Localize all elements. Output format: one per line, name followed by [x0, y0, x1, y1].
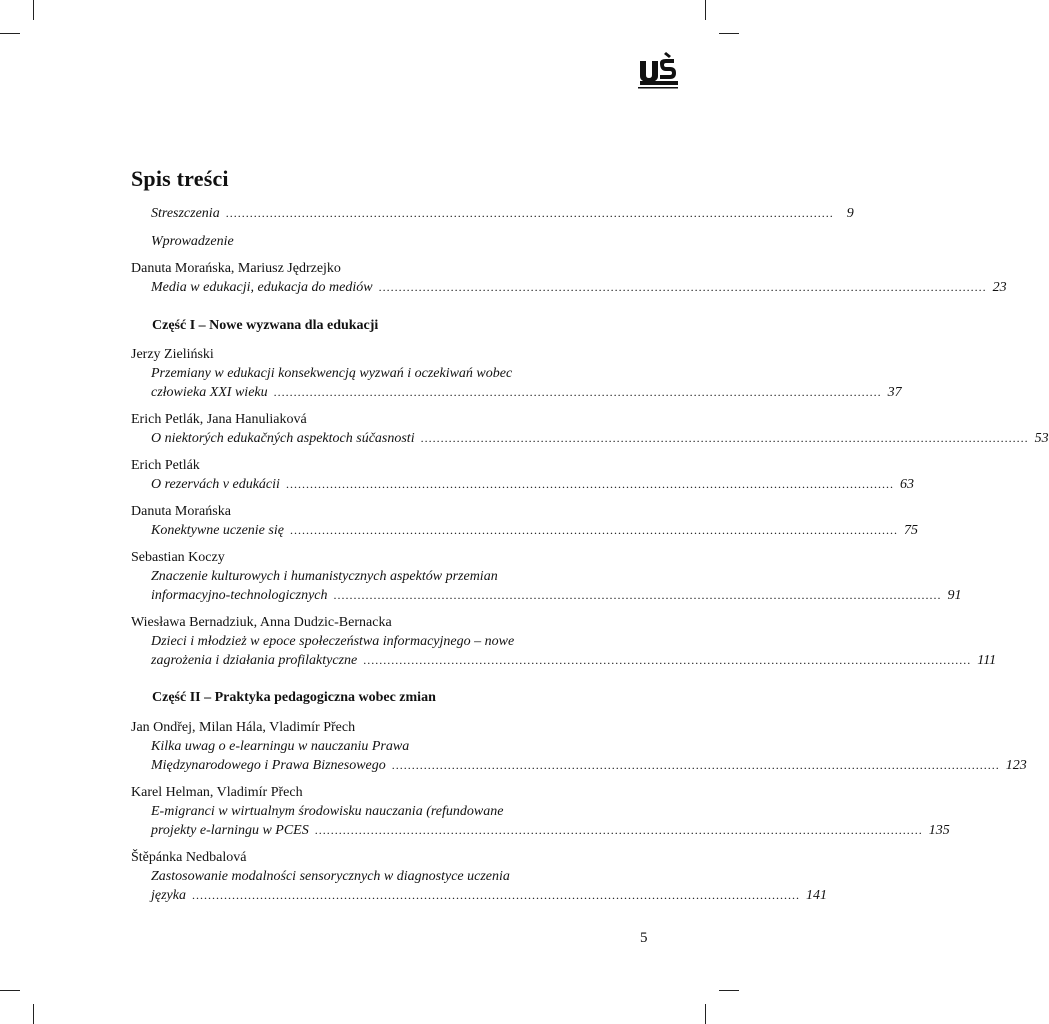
- crop-mark-bottom-left-vertical: [33, 1004, 34, 1024]
- crop-mark-bottom-left-horizontal: [0, 990, 20, 991]
- crop-mark-top-left-horizontal: [0, 33, 20, 34]
- toc-page-number: 135: [928, 823, 950, 838]
- toc-entry-authors: Štěpánka Nedbalová: [131, 850, 247, 865]
- toc-entry-title-line: Dzieci i młodzież w epoce społeczeństwa informacyjnego – nowe: [151, 634, 515, 649]
- crop-mark-bottom-right-horizontal: [719, 990, 739, 991]
- toc-page-number: 23: [992, 280, 1007, 295]
- dot-leader: ........................................................................................................................................................: [191, 888, 800, 902]
- toc-entry-authors: Jan Ondřej, Milan Hála, Vladimír Přech: [131, 720, 356, 735]
- dot-leader: ........................................................................................................................................................: [363, 653, 972, 667]
- dot-leader: ........................................................................................................................................................: [391, 758, 1000, 772]
- crop-mark-top-right-horizontal: [719, 33, 739, 34]
- crop-mark-top-left-vertical: [33, 0, 34, 20]
- toc-entry-title: zagrożenia i działania profilaktyczne: [151, 653, 358, 668]
- dot-leader: ........................................................................................................................................................: [273, 385, 882, 399]
- section-heading-part-1: Część I – Nowe wyzwana dla edukacji: [152, 318, 379, 333]
- toc-page-number: 75: [903, 523, 918, 538]
- toc-entry-authors: Sebastian Koczy: [131, 550, 225, 565]
- toc-entry-znaczenie-kulturowych: [131, 548, 962, 605]
- toc-page-number: 91: [947, 588, 962, 603]
- toc-entry-authors: Erich Petlák: [131, 458, 200, 473]
- dot-leader: ........................................................................................................................................................: [333, 588, 942, 602]
- toc-entry-authors: Wiesława Bernadziuk, Anna Dudzic-Bernacka: [131, 615, 392, 630]
- dot-leader: ........................................................................................................................................................: [314, 823, 923, 837]
- toc-page-number: 111: [977, 653, 997, 668]
- toc-entry-title: Konektywne uczenie się: [151, 523, 284, 538]
- toc-entry-konektywne-uczenie: [131, 502, 918, 540]
- toc-entry-authors: Karel Helman, Vladimír Přech: [131, 785, 303, 800]
- dot-leader: ........................................................................................................................................................: [289, 523, 898, 537]
- toc-page-number: 123: [1005, 758, 1027, 773]
- dot-leader: ........................................................................................................................................................: [378, 280, 987, 294]
- toc-entry-zastosowanie-modalnosci: [131, 848, 827, 905]
- toc-entry-przemiany-w-edukacji: [131, 345, 902, 402]
- toc-entry-title: O rezervách v edukácii: [151, 477, 280, 492]
- toc-entry-title: Media w edukacji, edukacja do mediów: [151, 280, 373, 295]
- toc-entry-o-rezervach: [131, 456, 914, 494]
- crop-mark-bottom-right-vertical: [705, 1004, 706, 1024]
- toc-page-number: 9: [846, 206, 854, 221]
- toc-entry-title: Wprowadzenie: [151, 234, 234, 249]
- toc-page-number: 37: [887, 385, 902, 400]
- toc-entry-streszczenia: [131, 204, 854, 223]
- toc-entry-authors: Erich Petlák, Jana Hanuliaková: [131, 412, 307, 427]
- toc-entry-dzieci-i-mlodziez: [131, 613, 997, 670]
- toc-entry-media-w-edukacji: [131, 259, 1007, 297]
- toc-entry-authors: Jerzy Zieliński: [131, 347, 214, 362]
- toc-entry-title: projekty e-larningu w PCES: [151, 823, 309, 838]
- crop-mark-top-right-vertical: [705, 0, 706, 20]
- toc-page-number: 141: [805, 888, 827, 903]
- toc-entry-title-line: Zastosowanie modalności sensorycznych w diagnostyce uczenia: [151, 869, 510, 884]
- section-heading-part-2: Część II – Praktyka pedagogiczna wobec zmian: [152, 690, 436, 705]
- page-number: 5: [640, 930, 648, 946]
- toc-page-number: 53: [1034, 431, 1049, 446]
- toc-entry-o-niektorych-edukacnych: [131, 410, 1049, 448]
- university-logo-icon: [636, 51, 680, 89]
- toc-page-number: 63: [899, 477, 914, 492]
- toc-entry-title: informacyjno-technologicznych: [151, 588, 328, 603]
- toc-entry-title-line: Przemiany w edukacji konsekwencją wyzwań i oczekiwań wobec: [151, 366, 513, 381]
- toc-entry-title: Międzynarodowego i Prawa Biznesowego: [151, 758, 386, 773]
- toc-entry-authors: Danuta Morańska, Mariusz Jędrzejko: [131, 261, 341, 276]
- dot-leader: ........................................................................................................................................................: [285, 477, 894, 491]
- dot-leader: ........................................................................................................................................................: [225, 206, 834, 220]
- toc-entry-title: Streszczenia: [151, 206, 220, 221]
- toc-entry-title: języka: [151, 888, 186, 903]
- toc-entry-title: człowieka XXI wieku: [151, 385, 268, 400]
- dot-leader: ........................................................................................................................................................: [420, 431, 1029, 445]
- toc-entry-kilka-uwag-o-e-learningu: [131, 718, 1027, 775]
- toc-entry-title: O niektorých edukačných aspektoch súčasnosti: [151, 431, 415, 446]
- toc-entry-title-line: Kilka uwag o e-learningu w nauczaniu Prawa: [151, 739, 410, 754]
- toc-entry-authors: Danuta Morańska: [131, 504, 231, 519]
- toc-entry-wprowadzenie: [131, 232, 609, 251]
- toc-entry-e-migranci: [131, 783, 950, 840]
- toc-entry-title-line: E-migranci w wirtualnym środowisku nauczania (refundowane: [151, 804, 504, 819]
- toc-entry-title-line: Znaczenie kulturowych i humanistycznych aspektów przemian: [151, 569, 498, 584]
- page-title: Spis treści: [131, 166, 229, 191]
